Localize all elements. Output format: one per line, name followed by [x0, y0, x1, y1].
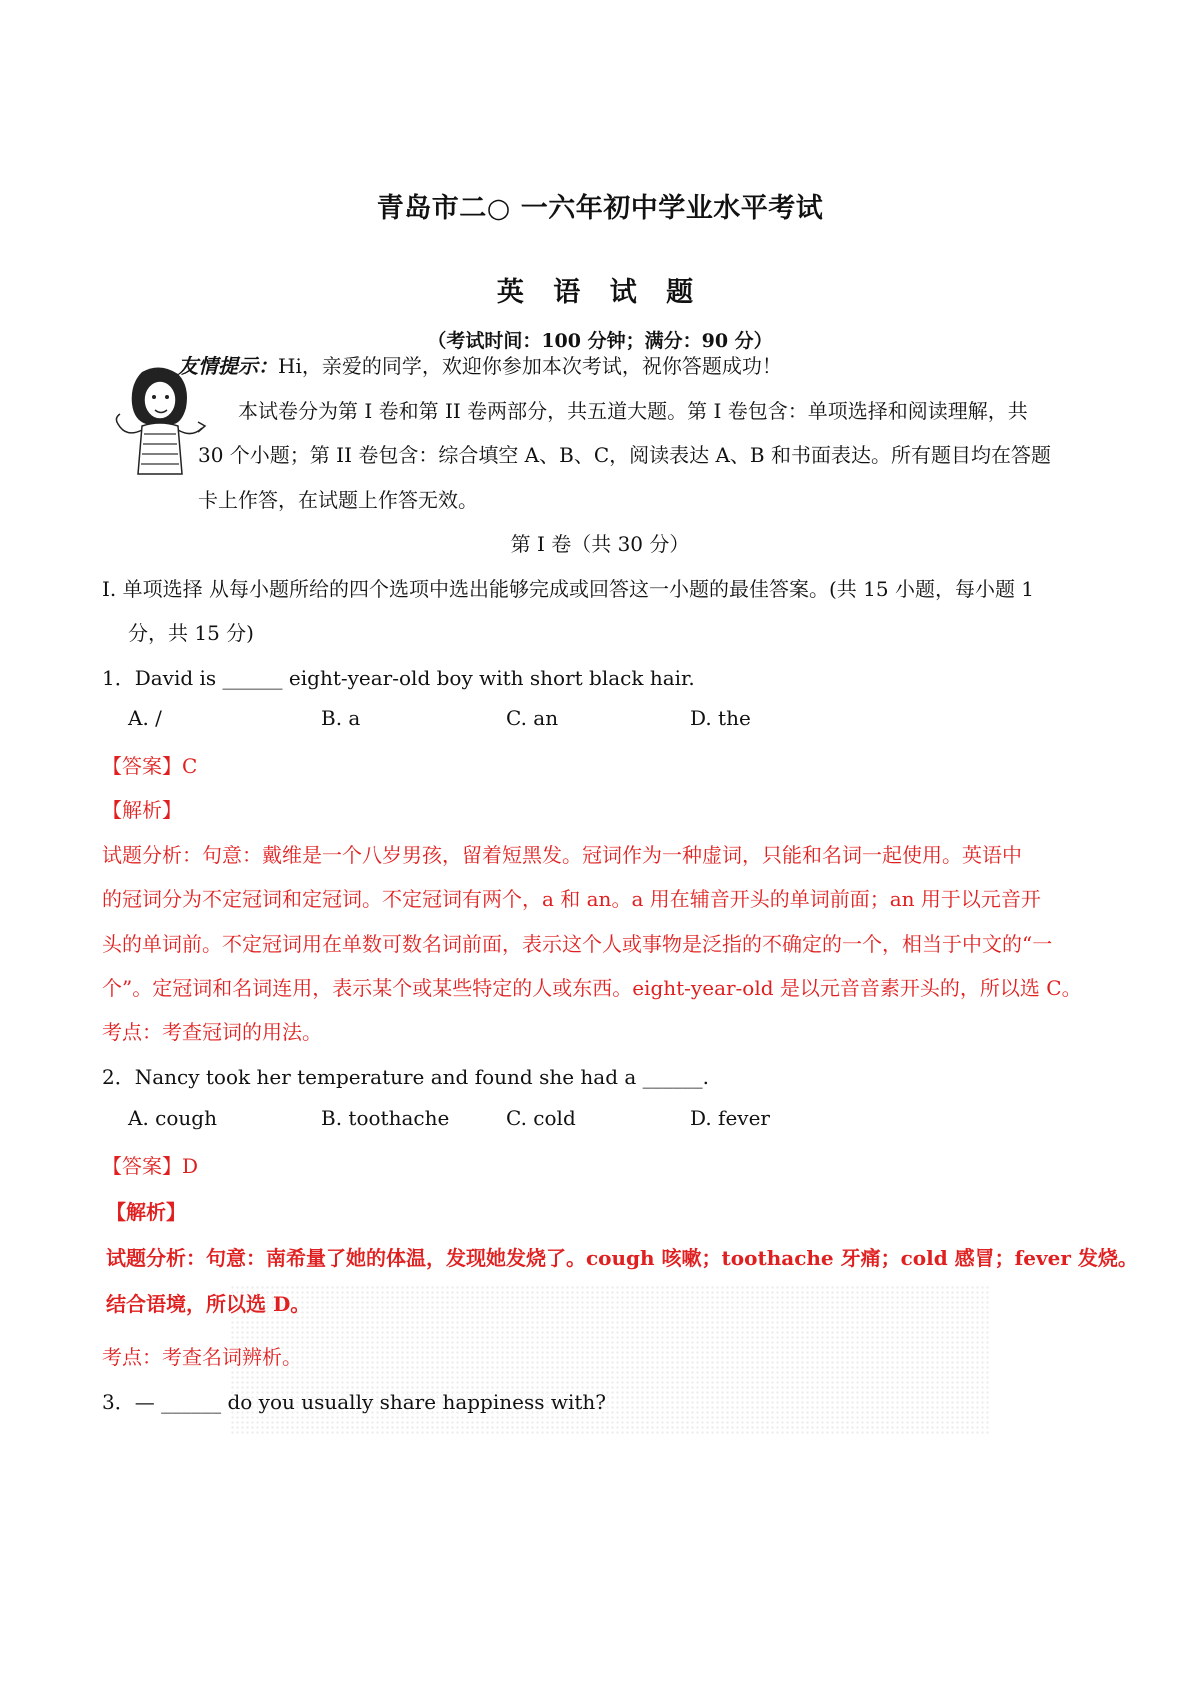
girl-illustration — [112, 364, 207, 479]
question-2-analysis-label: 【解析】 — [106, 1200, 186, 1224]
section-heading: 第 I 卷（共 30 分） — [510, 532, 690, 556]
question-1-option-d: D. the — [690, 706, 751, 730]
question-1-analysis-line-3: 头的单词前。不定冠词用在单数可数名词前面，表示这个人或事物是泛指的不确定的一个，相当于中文的“一 — [102, 932, 1053, 956]
section-instruction-line-1: I. 单项选择 从每小题所给的四个选项中选出能够完成或回答这一小题的最佳答案。(共 15 小题，每小题 1 — [102, 577, 1035, 601]
question-1-analysis-line-1: 试题分析：句意：戴维是一个八岁男孩，留着短黑发。冠词作为一种虚词，只能和名词一起使用。英语中 — [102, 843, 1022, 867]
question-1-stem: 1．David is ______ eight-year-old boy with short black hair. — [102, 666, 695, 690]
question-2-analysis-line-1: 试题分析：句意：南希量了她的体温，发现她发烧了。cough 咳嗽；toothache 牙痛；cold 感冒；fever 发烧。 — [106, 1246, 1138, 1270]
question-2-point: 考点：考查名词辨析。 — [102, 1345, 302, 1369]
question-1-point: 考点：考查冠词的用法。 — [102, 1020, 322, 1044]
question-1-analysis-line-4: 个”。定冠词和名词连用，表示某个或某些特定的人或东西。eight-year-old 是以元音音素开头的，所以选 C。 — [102, 976, 1082, 1000]
question-1-analysis-line-2: 的冠词分为不定冠词和定冠词。不定冠词有两个，a 和 an。a 用在辅音开头的单词前面；an 用于以元音开 — [102, 887, 1041, 911]
tip-paragraph-line-3: 卡上作答，在试题上作答无效。 — [198, 488, 478, 512]
question-3-stem: 3．— ______ do you usually share happiness with? — [102, 1390, 607, 1414]
question-1-option-a: A. / — [128, 706, 162, 730]
time-info: （考试时间：100 分钟；满分：90 分） — [427, 330, 773, 352]
question-1-answer: 【答案】C — [102, 754, 198, 778]
question-2-option-a: A. cough — [128, 1106, 217, 1130]
question-1-analysis-label: 【解析】 — [102, 798, 182, 822]
question-2-option-c: C. cold — [506, 1106, 576, 1130]
exam-title: 青岛市二○ 一六年初中学业水平考试 — [376, 193, 824, 224]
question-2-option-b: B. toothache — [321, 1106, 450, 1130]
tip-greeting: Hi，亲爱的同学，欢迎你参加本次考试，祝你答题成功！ — [278, 354, 782, 378]
question-2-analysis-line-2: 结合语境，所以选 D。 — [106, 1292, 311, 1316]
question-2-option-d: D. fever — [690, 1106, 770, 1130]
tip-paragraph-line-2: 30 个小题；第 II 卷包含：综合填空 A、B、C，阅读表达 A、B 和书面表达。所有题目均在答题 — [198, 443, 1051, 467]
question-2-stem: 2．Nancy took her temperature and found she had a ______. — [102, 1065, 710, 1089]
tip-greeting-line — [178, 350, 782, 379]
section-instruction-line-2: 分，共 15 分) — [128, 621, 254, 645]
question-1-option-b: B. a — [321, 706, 361, 730]
tip-paragraph-line-1: 本试卷分为第 I 卷和第 II 卷两部分，共五道大题。第 I 卷包含：单项选择和阅读理解，共 — [238, 399, 1028, 423]
subject-title: 英 语 试 题 — [496, 277, 704, 308]
tip-label: 友情提示： — [178, 354, 278, 378]
question-1-option-c: C. an — [506, 706, 559, 730]
question-2-answer: 【答案】D — [102, 1154, 199, 1178]
